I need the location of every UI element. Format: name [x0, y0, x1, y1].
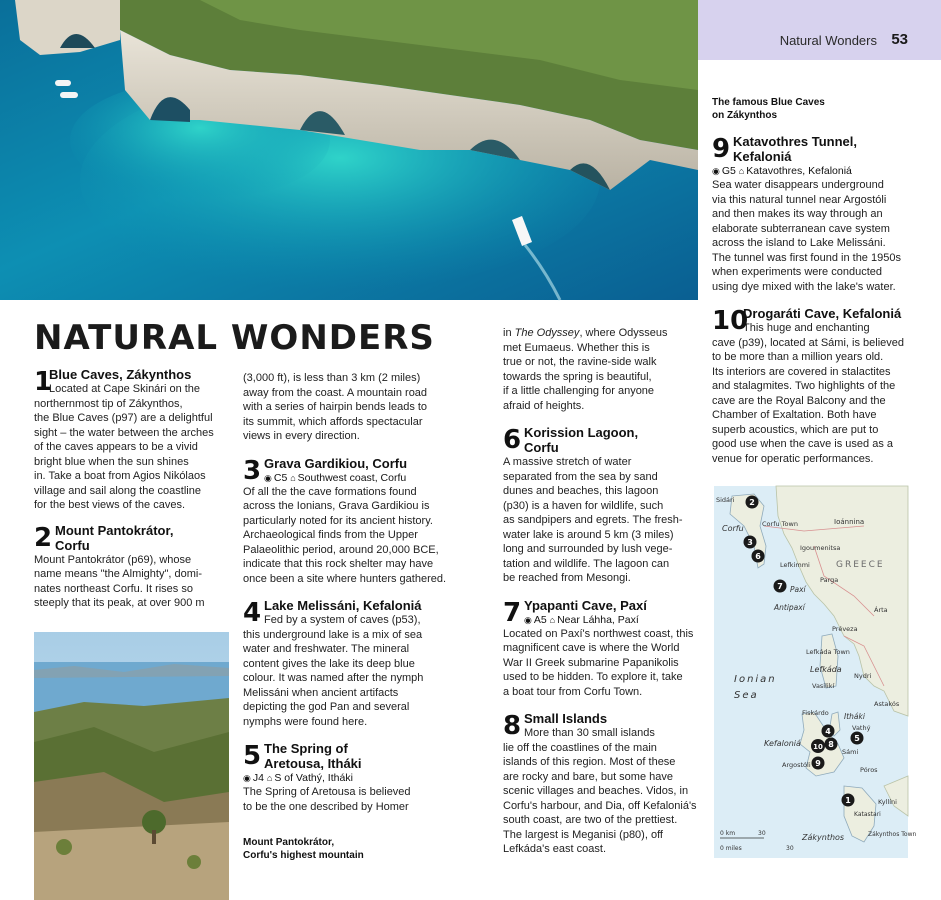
entry-4: 4 Lake Melissáni, Kefaloniá Fed by a system of caves (p53), this underground lake is a mix of sea water and freshwater. The mineral content gives the lake its deep blue colour. It was named after the nymph Melissáni when ancient artifacts depicting the god Pan and several nymphs were found here. [243, 598, 448, 729]
page-number: 53 [891, 31, 908, 48]
map-label: Parga [820, 576, 839, 584]
entry-heading: Small Islands [524, 711, 608, 726]
svg-text:8: 8 [828, 740, 834, 749]
scale-label: 0 miles [720, 845, 742, 852]
map-label: Sámi [842, 748, 859, 756]
map-pin-icon: ◉ [524, 614, 532, 625]
svg-text:9: 9 [815, 759, 821, 768]
entry-number: 9 [712, 134, 731, 164]
map-label: GREECE [836, 560, 885, 570]
scale-label: 30 [758, 830, 766, 837]
entry-heading: Katavothres Tunnel, [733, 134, 858, 149]
map-pin-icon: ◉ [264, 472, 272, 483]
map-marker-1 [842, 794, 855, 807]
address-icon: ⌂ [266, 773, 273, 783]
map-label: Kyllíni [878, 798, 897, 806]
map-label: Igoumenitsa [800, 544, 841, 552]
ionian-islands-map [714, 486, 917, 858]
page-header-tab [698, 0, 941, 60]
entry-1: 1 Blue Caves, Zákynthos Located at Cape Skinári on the northernmost tip of Zákynthos, the Blue Caves (p97) are a delightful sight – the water between the arches of the caves appears to be a vivid bright blue when the sun shines in. Take a boat from Agios Nikólaos village and sail along the coastline for the best views of the caves. [34, 367, 230, 513]
column-2: (3,000 ft), is less than 3 km (2 miles) away from the coast. A mountain road with a series of hairpin bends leads to its summit, which affords spectacular views in every direction. 3 Grava Gardikiou, Corfu ◉ C5 ⌂ Southwest coast, Corfu Of all the the cave formations found across the Ionians, Grava Gardikiou is particularly noted for its ancient history. Archaeological finds from the Upper Palaeolithic period, around 20,000 BCE, indicate that this rock shelter may have once been a site where hunters gathered. 4 Lake Melissáni, Kefaloniá Fed by a system of caves (p53), this underground lake is a mix of sea water and freshwater. The mineral content gives the lake its deep blue colour. It was named after the nymph Melissáni when ancient artifacts depicting the god Pan and several nymphs were found here. 5 The Spring of Aretousa, Itháki ◉ J4 ⌂ S of Vathý, Itháki The Spring of Aretousa is believed to be the one described by Homer [243, 372, 447, 813]
entry-number: 2 [34, 522, 53, 553]
map-label: Sidári [716, 496, 735, 504]
map-label: Vathý [852, 724, 871, 732]
entry-heading: Blue Caves, Zákynthos [49, 367, 192, 382]
entry-heading: Drogaráti Cave, Kefaloniá [743, 306, 902, 321]
entry-heading: Grava Gardikiou, Corfu [264, 455, 408, 471]
entry-heading: Korission Lagoon, [524, 425, 639, 440]
entry-8: 8 Small Islands More than 30 small islands lie off the coastlines of the main islands of this region. Most of these are rocky and bare, but some have scenic villages and beaches. Vidos, in Corfu's harbour, and Dia, off Kefaloniá's south coast, are two of the prettiest. The largest is Meganisi (p80), off Lefkáda's east coast. [503, 711, 699, 857]
map-label: Paxí [790, 585, 806, 594]
entry-3: 3 Grava Gardikiou, Corfu ◉ C5 ⌂ Southwest coast, Corfu Of all the the cave formations found across the Ionians, Grava Gardikiou is particularly noted for its ancient history. Archaeological finds from the Upper Palaeolithic period, around 20,000 BCE, indicate that this rock shelter may have once been a site where hunters gathered. [243, 455, 447, 585]
entry-number: 5 [243, 741, 262, 771]
entry-number: 4 [243, 598, 262, 628]
section-title: Natural Wonders [779, 33, 877, 48]
svg-text:5: 5 [854, 734, 860, 743]
map-label: Lefkáda [810, 665, 842, 674]
map-marker-2 [746, 496, 759, 509]
column-3: in The Odyssey, where Odysseus met Eumaeus. Whether this is true or not, the ravine-side walk towards the spring is beautiful, if a little challenging for anyone afraid of heights. 6 Korission Lagoon, Corfu A massive stretch of water separated from the sea by sand dunes and beaches, this lagoon (p30) is a haven for wildlife, such as sandpipers and egrets. The fresh- water lake is around 5 km (3 miles) long and surrounded by lush vege- tation and wildlife. The lagoon can be reached from Mesongi. 7 Ypapanti Cave, Paxí ◉ A5 ⌂ Near Láhha, Paxí Located on Paxí's northwest coast, this magnificent cave is where the World War II Greek submarine Papanikolis used to be hidden. To explore it, take a boat tour from Corfu Town. 8 Small Islands More than 30 small islands lie off the coastlines of the main islands of this region. Most of these are rocky and bare, but some have scenic villages and beaches. Vidos, in Corfu's harbour, and Dia, off Kefaloniá's south coast, are two of the prettiest. The largest is Meganisi (p80), off Lefkáda's east coast. [503, 326, 699, 869]
side-photo-caption: Mount Pantokrátor, Corfu's highest mountain [243, 837, 364, 861]
map-label: Préveza [832, 625, 858, 633]
entry-number: 3 [243, 455, 262, 486]
svg-text:2: 2 [749, 498, 755, 507]
address-icon: ⌂ [549, 614, 556, 625]
address-icon: ⌂ [738, 166, 745, 176]
map-label: Katastari [854, 811, 881, 818]
entry-5: 5 The Spring of Aretousa, Itháki ◉ J4 ⌂ S of Vathý, Itháki The Spring of Aretousa is believed to be the one described by Homer [243, 741, 448, 814]
map-marker-7 [774, 580, 787, 593]
mount-pantokrator-photo [34, 632, 229, 900]
map-label: Antipaxí [774, 603, 805, 612]
map-label: Zákynthos [802, 833, 845, 842]
scale-label: 30 [786, 845, 794, 852]
map-marker-8 [825, 738, 838, 751]
entry-7: 7 Ypapanti Cave, Paxí ◉ A5 ⌂ Near Láhha, Paxí Located on Paxí's northwest coast, this magnificent cave is where the World War II Greek submarine Papanikolis used to be hidden. To explore it, take a boat tour from Corfu Town. [503, 598, 699, 700]
entry-number: 6 [503, 425, 522, 455]
svg-text:4: 4 [825, 727, 831, 736]
map-label: Itháki [844, 712, 865, 721]
map-label: Zákynthos Town [868, 831, 917, 838]
entry-number: 7 [503, 597, 522, 628]
map-marker-10 [811, 739, 825, 753]
map-label: Vasilikí [812, 682, 835, 690]
page-title: NATURAL WONDERS [34, 318, 435, 358]
map-marker-6 [752, 550, 765, 563]
column-4 [712, 134, 912, 478]
svg-text:7: 7 [777, 582, 783, 591]
entry-number: 8 [503, 711, 522, 741]
map-label: Lefkimmi [780, 561, 810, 569]
map-pin-icon: ◉ [243, 773, 251, 783]
map-label: Ioánnina [834, 518, 865, 526]
entry-2: 2 Mount Pantokrátor, Corfu Mount Pantokrátor (p69), whose name means "the Almighty", domi- nates northeast Corfu. It rises so steeply that its peak, at over 900 m [34, 523, 230, 611]
map-marker-3 [744, 536, 757, 549]
map-label: Fiskárdo [802, 709, 829, 717]
entry-heading: The Spring of [264, 741, 348, 756]
svg-text:3: 3 [747, 538, 753, 547]
map-pin-icon: ◉ [712, 166, 720, 176]
svg-text:6: 6 [755, 552, 761, 561]
map-label: Lefkáda Town [806, 648, 850, 656]
entry-heading: Lake Melissáni, Kefaloniá [264, 598, 422, 613]
map-label: Kefaloniá [764, 739, 801, 748]
svg-text:10: 10 [813, 743, 823, 751]
map-label: Póros [860, 766, 878, 774]
entry-heading: Mount Pantokrátor, [55, 522, 174, 538]
entry-number: 1 [34, 367, 53, 397]
entry-number: 10 [712, 306, 749, 336]
map-label: Astakós [874, 700, 900, 708]
map-label: Sea [734, 690, 759, 701]
column-1 [34, 367, 230, 623]
map-label: Ionian [734, 674, 777, 685]
entry-10: 10 Drogaráti Cave, Kefaloniá This huge and enchanting cave (p39), located at Sámi, is believed to be more than a million years old. Its interiors are covered in stalactites and stalagmites. Two highlights of the cave are the Royal Balcony and the Chamber of Exaltation. Both have superb acoustics, which are put to good use when the cave is used as a venue for operatic performances. [712, 306, 912, 466]
map-label: Corfu Town [762, 520, 798, 528]
top-photo-caption: The famous Blue Caves on Zákynthos [712, 97, 825, 121]
map-label: Árta [874, 606, 888, 614]
blue-caves-photo [0, 0, 698, 300]
entry-6: 6 Korission Lagoon, Corfu A massive stretch of water separated from the sea by sand dunes and beaches, this lagoon (p30) is a haven for wildlife, such as sandpipers and egrets. The fresh- water lake is around 5 km (3 miles) long and surrounded by lush vege- tation and wildlife. The lagoon can be reached from Mesongi. [503, 425, 699, 586]
map-label: Corfu [722, 524, 744, 533]
map-label: Nydri [854, 672, 872, 680]
address-icon: ⌂ [290, 472, 296, 483]
scale-label: 0 km [720, 830, 736, 837]
map-label: Argostóli [782, 761, 811, 769]
map-marker-9 [812, 757, 825, 770]
entry-9: 9 Katavothres Tunnel, Kefaloniá ◉ G5 ⌂ Katavothres, Kefaloniá Sea water disappears underground via this natural tunnel near Argostóli and then makes its way through an elaborate subterranean cave system across the island to Lake Melissáni. The tunnel was first found in the 1950s when experiments were conducted using dye mixed with the lake's water. [712, 134, 912, 294]
entry-heading: Ypapanti Cave, Paxí [524, 597, 647, 613]
svg-text:1: 1 [845, 796, 851, 805]
map-marker-5 [851, 732, 864, 745]
map-marker-4 [822, 725, 835, 738]
